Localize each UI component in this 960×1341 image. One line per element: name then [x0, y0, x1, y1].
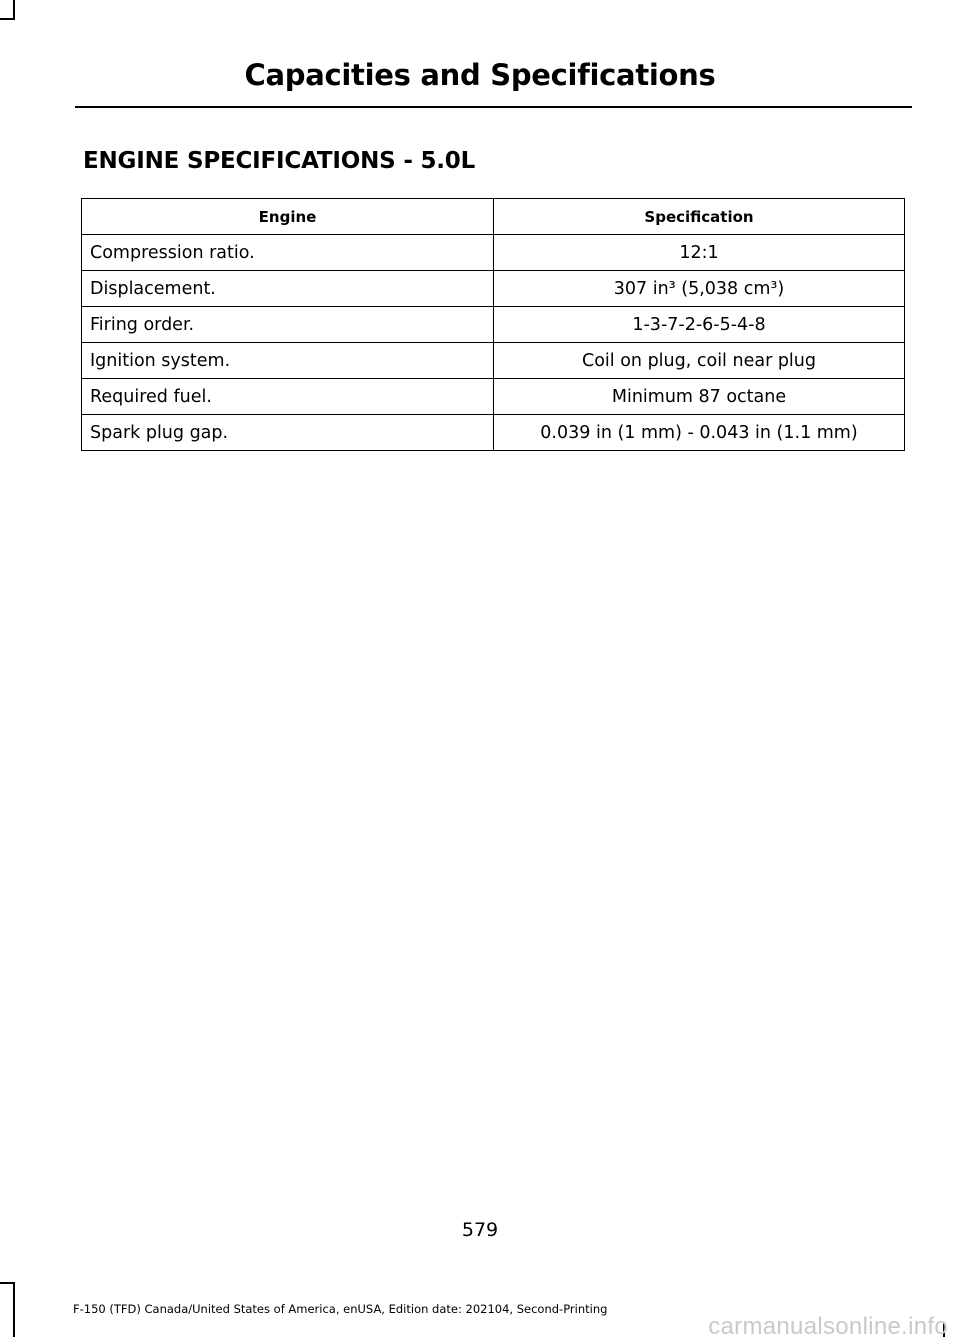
table-row — [82, 235, 905, 271]
column-header-specification: Specification — [494, 199, 905, 235]
watermark: carmanualsonline.info — [708, 1313, 948, 1340]
header-divider — [75, 106, 912, 108]
crop-mark-bottom-left-vertical — [13, 1282, 15, 1337]
specification-cell: 1-3-7-2-6-5-4-8 — [494, 307, 905, 343]
specification-cell: 307 in³ (5,038 cm³) — [494, 271, 905, 307]
table-row — [82, 415, 905, 451]
engine-cell: Spark plug gap. — [82, 415, 494, 451]
footer-edition-text: F-150 (TFD) Canada/United States of America, enUSA, Edition date: 202104, Second-Printing — [73, 1302, 608, 1316]
table-header-row — [82, 199, 905, 235]
engine-cell: Ignition system. — [82, 343, 494, 379]
specification-cell: 0.039 in (1 mm) - 0.043 in (1.1 mm) — [494, 415, 905, 451]
crop-mark-top-left-horizontal — [0, 18, 15, 20]
page-header-title: Capacities and Specifications — [244, 58, 716, 92]
engine-cell: Required fuel. — [82, 379, 494, 415]
engine-spec-table — [81, 198, 905, 451]
specification-cell: Coil on plug, coil near plug — [494, 343, 905, 379]
engine-cell: Compression ratio. — [82, 235, 494, 271]
engine-cell: Displacement. — [82, 271, 494, 307]
column-header-engine: Engine — [82, 199, 494, 235]
page-number: 579 — [461, 1219, 499, 1241]
crop-mark-top-left-vertical — [13, 0, 15, 20]
table-row — [82, 343, 905, 379]
specification-cell: 12:1 — [494, 235, 905, 271]
crop-mark-bottom-left-horizontal — [0, 1282, 15, 1284]
section-heading: ENGINE SPECIFICATIONS - 5.0L — [83, 148, 476, 174]
table-row — [82, 307, 905, 343]
specification-cell: Minimum 87 octane — [494, 379, 905, 415]
table-row — [82, 379, 905, 415]
engine-cell: Firing order. — [82, 307, 494, 343]
table-row — [82, 271, 905, 307]
